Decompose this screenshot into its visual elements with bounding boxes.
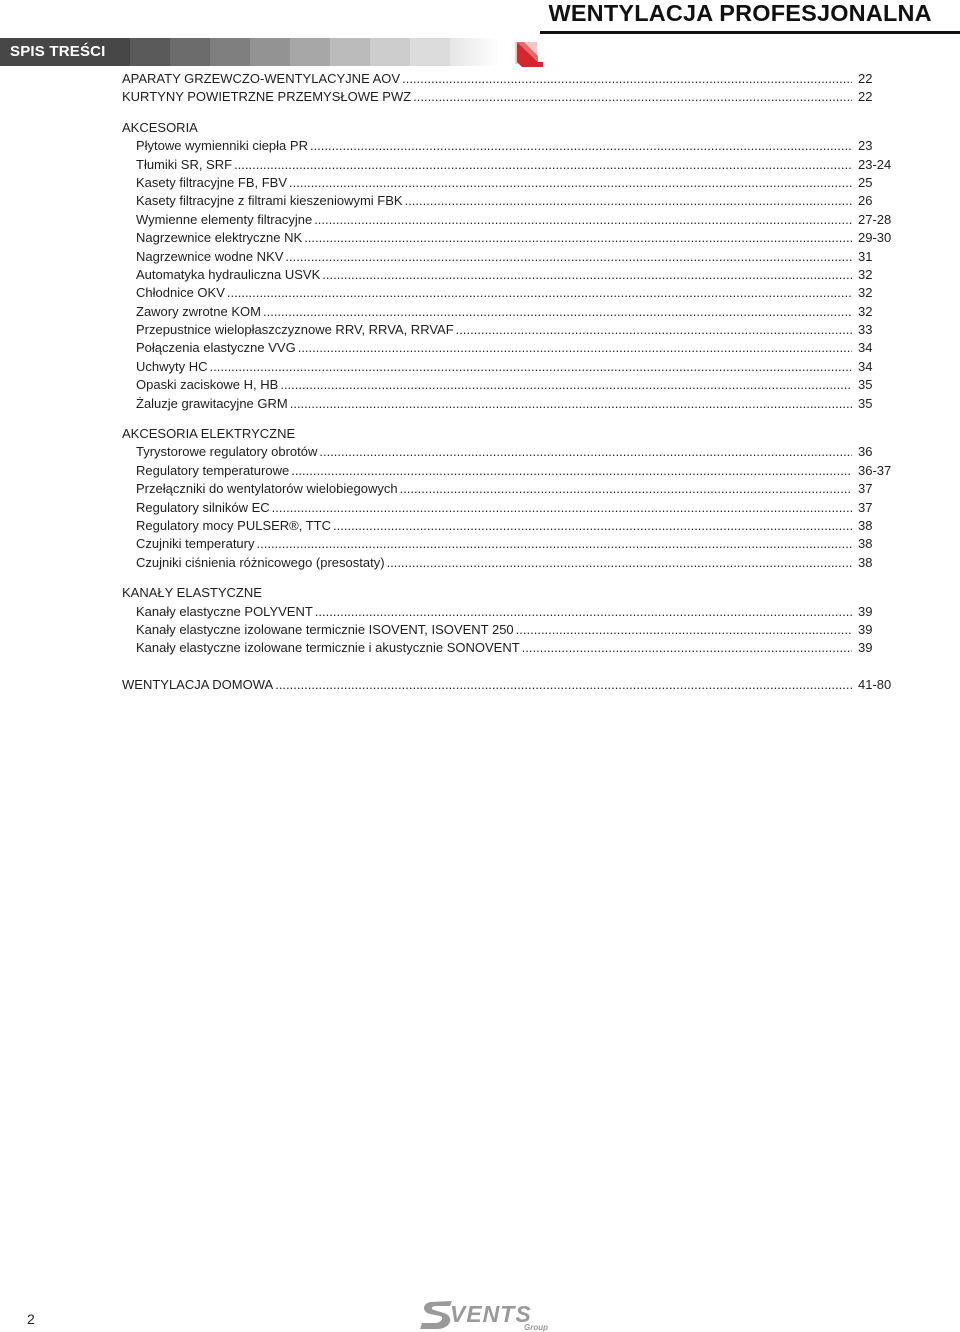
- toc-entry-label: Chłodnice OKV: [136, 285, 225, 301]
- toc-entry-page: 32: [858, 266, 873, 282]
- toc-leader-dots: [227, 284, 852, 302]
- toc-entry-page: 39: [858, 621, 873, 637]
- toc-entry: [122, 266, 906, 284]
- toc-entry-page: 31: [858, 248, 873, 264]
- toc-entry-page: 26: [858, 193, 873, 209]
- toc-entry-page: 34: [858, 358, 873, 374]
- toc-leader-dots: [272, 499, 852, 517]
- group-title-kanaly-elastyczne: KANAŁY ELASTYCZNE: [122, 585, 262, 601]
- toc-entry-page: 35: [858, 395, 873, 411]
- toc-entry-label: Żaluzje grawitacyjne GRM: [136, 395, 288, 411]
- toc-leader-dots: [315, 603, 852, 621]
- toc-leader-dots: [456, 321, 852, 339]
- toc-entry-page: 33: [858, 322, 873, 338]
- toc-leader-dots: [522, 639, 852, 657]
- toc-entry-page: 34: [858, 340, 873, 356]
- toc-entry-label: Kasety filtracyjne FB, FBV: [136, 174, 287, 190]
- toc-entry-label: Tłumiki SR, SRF: [136, 156, 233, 172]
- toc-entry: [122, 137, 906, 155]
- toc-entry-label: Płytowe wymienniki ciepła PR: [136, 138, 308, 154]
- toc-leader-dots: [304, 229, 852, 247]
- toc-entry-label: Tyrystorowe regulatory obrotów: [136, 444, 318, 460]
- toc-leader-dots: [298, 339, 852, 357]
- toc-entry-page: 38: [858, 517, 873, 533]
- toc-entry-label: Kanały elastyczne izolowane termicznie i akustycznie SONOVENT: [136, 640, 520, 656]
- toc-entry: [122, 535, 906, 553]
- toc-entry-page: 37: [858, 499, 873, 515]
- toc-leader-dots: [291, 462, 852, 480]
- toc-entry: [122, 639, 906, 657]
- toc-entry-page: 39: [858, 603, 873, 619]
- toc-entry-page: 23-24: [858, 156, 892, 172]
- toc-entry: [122, 554, 906, 572]
- toc-leader-dots: [400, 480, 852, 498]
- toc-entry: [122, 443, 906, 461]
- toc-entry-page: 22: [858, 71, 873, 86]
- toc-leader-dots: [234, 156, 852, 174]
- toc-entry-page: 39: [858, 640, 873, 656]
- header-title: WENTYLACJA PROFESJONALNA: [548, 0, 932, 26]
- toc-leader-dots: [413, 88, 852, 106]
- toc-entry-page: 22: [858, 89, 873, 105]
- toc-entry-page: 38: [858, 554, 873, 570]
- toc-entry: [122, 229, 906, 247]
- toc-entry-label: KURTYNY POWIETRZNE PRZEMYSŁOWE PWZ: [122, 89, 412, 105]
- toc-entry-page: 41-80: [858, 676, 892, 692]
- toc-entry-label: Zawory zwrotne KOM: [136, 303, 261, 319]
- toc-entry-label: Nagrzewnice elektryczne NK: [136, 230, 303, 246]
- toc-entry-label: Kanały elastyczne POLYVENT: [136, 603, 313, 619]
- toc-entry-label: Nagrzewnice wodne NKV: [136, 248, 284, 264]
- toc-entry: [122, 358, 906, 376]
- toc-entry-page: 35: [858, 377, 873, 393]
- toc-entry: [122, 499, 906, 517]
- group-title-akcesoria-elektryczne: AKCESORIA ELEKTRYCZNE: [122, 426, 296, 442]
- toc-entry-page: 36-37: [858, 462, 892, 478]
- toc-entry: [122, 70, 906, 88]
- logo-text: VENTS: [450, 1301, 532, 1327]
- toc-entry-page: 25: [858, 174, 873, 190]
- toc-leader-dots: [314, 211, 852, 229]
- toc-leader-dots: [333, 517, 852, 535]
- toc-entry: [122, 174, 906, 192]
- toc-entry: [122, 603, 906, 621]
- toc-leader-dots: [285, 248, 852, 266]
- toc-entry-page: 32: [858, 303, 873, 319]
- toc-entry: [122, 480, 906, 498]
- toc-entry-page: 36: [858, 444, 873, 460]
- table-of-contents: [122, 70, 906, 694]
- toc-entry: [122, 88, 906, 106]
- toc-entry-label: Automatyka hydrauliczna USVK: [136, 266, 321, 282]
- toc-entry: [122, 676, 906, 694]
- toc-entry-label: Kasety filtracyjne z filtrami kieszeniowymi FBK: [136, 193, 403, 209]
- toc-entry-label: Połączenia elastyczne VVG: [136, 340, 296, 356]
- toc-entry-label: APARATY GRZEWCZO-WENTYLACYJNE AOV: [122, 71, 401, 86]
- toc-entry-label: Wymienne elementy filtracyjne: [136, 211, 313, 227]
- toc-entry-label: Czujniki temperatury: [136, 536, 255, 552]
- toc-entry: [122, 517, 906, 535]
- toc-entry-page: 37: [858, 481, 873, 497]
- toc-leader-dots: [289, 174, 852, 192]
- toc-entry-label: Przepustnice wielopłaszczyznowe RRV, RRVA, RRVAF: [136, 322, 454, 338]
- toc-entry-label: Czujniki ciśnienia różnicowego (presostaty): [136, 554, 385, 570]
- toc-entry-label: Regulatory temperaturowe: [136, 462, 290, 478]
- page-number: 2: [27, 1311, 35, 1327]
- toc-leader-dots: [290, 395, 852, 413]
- toc-leader-dots: [387, 554, 852, 572]
- toc-leader-dots: [257, 535, 853, 553]
- toc-entry: [122, 462, 906, 480]
- toc-entry: [122, 284, 906, 302]
- toc-entry: [122, 248, 906, 266]
- logo-subtext: Group: [524, 1323, 548, 1332]
- toc-leader-dots: [322, 266, 852, 284]
- toc-entry-label: Przełączniki do wentylatorów wielobiegowych: [136, 481, 398, 497]
- toc-entry-page: 38: [858, 536, 873, 552]
- toc-entry-page: 27-28: [858, 211, 892, 227]
- toc-leader-dots: [263, 303, 852, 321]
- toc-entry: [122, 339, 906, 357]
- toc-entry: [122, 376, 906, 394]
- toc-entry-page: 32: [858, 285, 873, 301]
- toc-leader-dots: [275, 676, 852, 694]
- section-title: SPIS TREŚCI: [10, 43, 106, 60]
- toc-entry-label: Regulatory silników EC: [136, 499, 270, 515]
- toc-leader-dots: [405, 192, 852, 210]
- toc-entry: [122, 395, 906, 413]
- toc-leader-dots: [516, 621, 852, 639]
- toc-entry: [122, 156, 906, 174]
- toc-entry-label: Uchwyty HC: [136, 358, 208, 374]
- toc-entry: [122, 211, 906, 229]
- group-title-akcesoria: AKCESORIA: [122, 119, 198, 135]
- toc-leader-dots: [310, 137, 852, 155]
- toc-entry-page: 23: [858, 138, 873, 154]
- toc-entry-label: WENTYLACJA DOMOWA: [122, 676, 274, 692]
- toc-entry: [122, 321, 906, 339]
- header-rule: [540, 31, 960, 34]
- toc-leader-dots: [319, 443, 852, 461]
- toc-entry: [122, 303, 906, 321]
- toc-entry-label: Regulatory mocy PULSER®, TTC: [136, 517, 332, 533]
- vents-logo: [420, 1298, 555, 1332]
- toc-leader-dots: [402, 70, 852, 88]
- corner-arrow-icon: [514, 38, 544, 68]
- toc-leader-dots: [210, 358, 852, 376]
- toc-entry: [122, 621, 906, 639]
- toc-entry-label: Opaski zaciskowe H, HB: [136, 377, 279, 393]
- toc-entry: [122, 192, 906, 210]
- toc-leader-dots: [280, 376, 852, 394]
- toc-entry-page: 29-30: [858, 230, 892, 246]
- toc-entry-label: Kanały elastyczne izolowane termicznie ISOVENT, ISOVENT 250: [136, 621, 514, 637]
